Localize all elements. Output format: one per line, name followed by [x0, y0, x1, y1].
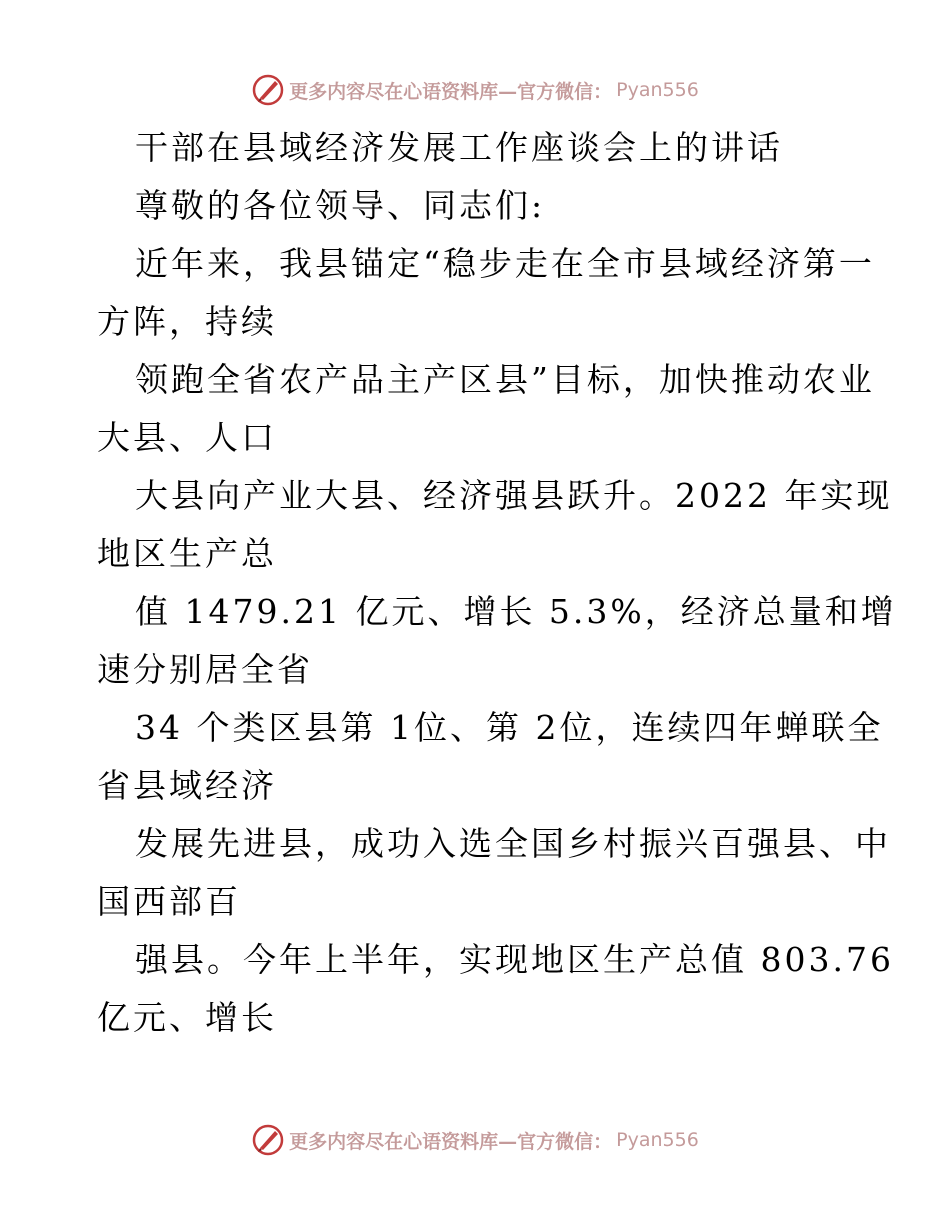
watermark-banner-bottom [0, 1120, 950, 1160]
watermark-banner-top [0, 70, 950, 110]
body-line: 大县、人口 [97, 418, 277, 457]
body-line: 大县向产业大县、经济强县跃升。2022 年实现 [135, 476, 893, 515]
quill-pen-logo-icon [251, 73, 285, 107]
body-line: 省县域经济 [97, 766, 277, 805]
body-line: 速分别居全省 [97, 650, 313, 689]
body-line: 强县。今年上半年，实现地区生产总值 803.76 [135, 940, 894, 979]
quill-pen-logo-icon [251, 1123, 285, 1157]
body-line: 近年来，我县锚定“稳步走在全市县域经济第一 [135, 244, 875, 283]
watermark-wechat-id: Pyan556 [616, 79, 699, 101]
body-line: 值 1479.21 亿元、增长 5.3%，经济总量和增 [135, 592, 897, 631]
body-line: 发展先进县，成功入选全国乡村振兴百强县、中 [135, 824, 891, 863]
document-salutation: 尊敬的各位领导、同志们: [135, 186, 546, 225]
body-line: 领跑全省农产品主产区县”目标，加快推动农业 [135, 360, 875, 399]
watermark-text: 更多内容尽在心语资料库—官方微信： [289, 80, 613, 103]
body-line: 亿元、增长 [97, 998, 277, 1037]
body-line: 地区生产总 [97, 534, 277, 573]
body-line: 34 个类区县第 1位、第 2位，连续四年蝉联全 [135, 708, 884, 747]
watermark-wechat-id: Pyan556 [616, 1129, 699, 1151]
watermark-text: 更多内容尽在心语资料库—官方微信： [289, 1130, 613, 1153]
body-line: 国西部百 [97, 882, 241, 921]
document-title: 干部在县域经济发展工作座谈会上的讲话 [135, 128, 783, 167]
body-line: 方阵，持续 [97, 302, 277, 341]
